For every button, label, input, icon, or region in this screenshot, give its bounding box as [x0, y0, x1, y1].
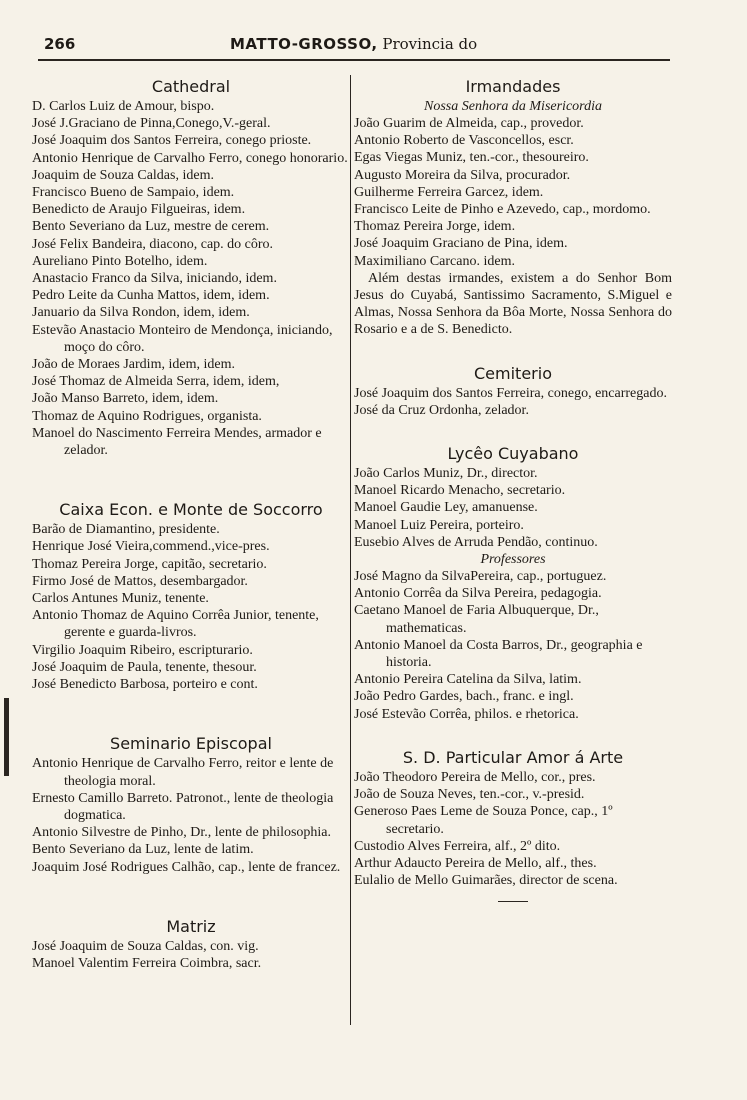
list-item: João Guarim de Almeida, cap., provedor. [354, 116, 584, 131]
list-item: Thomaz Pereira Jorge, capitão, secretario. [32, 556, 267, 572]
section-title: Caixa Econ. e Monte de Soccorro [59, 500, 323, 520]
list-item: José Estevão Corrêa, philos. e rhetorica. [354, 706, 579, 722]
section-lyceo [354, 443, 672, 723]
list-item: Antonio Thomaz de Aquino Corrêa Junior, tenente, gerente e guarda-livros. [32, 608, 319, 641]
list-item: Francisco Leite de Pinho e Azevedo, cap., mordomo. [354, 202, 651, 218]
section-title: Cathedral [151, 77, 231, 96]
list-item: Eulalio de Mello Guimarães, director de scena. [354, 873, 618, 889]
entry-list [32, 98, 350, 459]
list-item: Bento Severiano da Luz, mestre de cerem. [32, 219, 270, 235]
list-item: Thomaz Pereira Jorge, idem. [354, 219, 516, 235]
list-item: Joaquim José Rodrigues Calhão, cap., lente de francez. [32, 859, 341, 875]
list-item: José da Cruz Ordonha, zelador. [354, 402, 529, 418]
entry-list [354, 568, 672, 723]
section-matriz [32, 916, 350, 972]
section-title: S. D. Particular Amor á Arte [402, 747, 624, 767]
running-title-sub: Provincia do [382, 35, 478, 53]
list-item: Januario da Silva Rondon, idem, idem. [32, 305, 250, 321]
section-title: Cemiterio [474, 363, 552, 383]
entry-list [32, 938, 350, 972]
list-item: Francisco Bueno de Sampaio, idem. [32, 185, 235, 201]
list-item: Custodio Alves Ferreira, alf., 2º dito. [354, 838, 561, 854]
entry-list [354, 465, 672, 551]
list-item: João Pedro Gardes, bach., franc. e ingl. [354, 689, 574, 705]
list-item: José Joaquim de Paula, tenente, thesour. [32, 659, 257, 675]
running-title-main: MATTO-GROSSO, [230, 35, 378, 53]
header-rule [38, 59, 670, 61]
section-subtitle: Nossa Senhora da Misericordia [424, 99, 602, 114]
list-item: Antonio Manoel da Costa Barros, Dr., geographia e historia. [354, 637, 643, 671]
list-item: João de Moraes Jardim, idem, idem. [32, 357, 235, 373]
list-item: Maximiliano Carcano. idem. [354, 253, 515, 269]
entry-list [32, 521, 350, 693]
list-item: José Felix Bandeira, diacono, cap. do côro. [32, 236, 274, 252]
list-item: Generoso Paes Leme de Souza Ponce, cap., 1º secretario. [354, 804, 613, 837]
list-item: Anastacio Franco da Silva, iniciando, idem. [32, 271, 277, 287]
list-item: Antonio Henrique de Carvalho Ferro, reitor e lente de theologia moral. [32, 756, 334, 789]
list-item: Antonio Roberto de Vasconcellos, escr. [354, 133, 574, 149]
list-item: José J.Graciano de Pinna,Conego,V.-geral. [32, 116, 271, 132]
column-divider [350, 75, 351, 1025]
list-item: José Magno da SilvaPereira, cap., portuguez. [354, 569, 607, 585]
list-item: Joaquim de Souza Caldas, idem. [32, 167, 214, 183]
list-item: João Manso Barreto, idem, idem. [32, 391, 219, 407]
list-item: José Joaquim dos Santos Ferreira, conego prioste. [32, 133, 312, 149]
list-item: Henrique José Vieira,commend.,vice-pres. [32, 539, 270, 555]
section-cathedral [32, 76, 350, 459]
list-item: Aureliano Pinto Botelho, idem. [32, 253, 208, 269]
section-paragraph: Além destas irmandes, existem a do Senhor Bom Jesus do Cuyabá, Santissimo Sacramento, S.Miguel e Almas, Nossa Senhora da Bôa Morte, Nossa Senhora do Rosario e a de S. Benedicto. [354, 270, 672, 338]
list-item: Benedicto de Araujo Filgueiras, idem. [32, 202, 246, 218]
list-item: Antonio Henrique de Carvalho Ferro, conego honorario. [32, 150, 348, 166]
list-item: João Theodoro Pereira de Mello, cor., pres. [354, 769, 596, 785]
section-title: Irmandades [465, 77, 561, 96]
list-item: Estevão Anastacio Monteiro de Mendonça, iniciando, moço do côro. [32, 322, 333, 355]
end-rule [498, 901, 528, 902]
list-item: Pedro Leite da Cunha Mattos, idem, idem. [32, 288, 270, 304]
section-title: Seminario Episcopal [110, 734, 272, 754]
list-item: Barão de Diamantino, presidente. [32, 522, 220, 538]
entry-list [32, 755, 350, 875]
list-item: Thomaz de Aquino Rodrigues, organista. [32, 408, 262, 424]
list-item: Carlos Antunes Muniz, tenente. [32, 591, 209, 607]
entry-list [354, 115, 672, 270]
margin-mark [4, 698, 9, 776]
list-item: Eusebio Alves de Arruda Pendão, continuo. [354, 534, 598, 550]
list-item: Virgilio Joaquim Ribeiro, escripturario. [32, 642, 253, 658]
list-item: José Joaquim Graciano de Pina, idem. [354, 236, 568, 252]
list-item: Manoel Luiz Pereira, porteiro. [354, 517, 524, 533]
entry-list [354, 769, 672, 889]
section-caixa [32, 499, 350, 693]
list-item: João Carlos Muniz, Dr., director. [354, 466, 538, 482]
list-item: Manoel Gaudie Ley, amanuense. [354, 500, 538, 516]
section-title: Lycêo Cuyabano [447, 444, 579, 464]
section-title: Matriz [166, 916, 216, 936]
list-item: Antonio Silvestre de Pinho, Dr., lente de philosophia. [32, 825, 332, 841]
list-item: Antonio Pereira Catelina da Silva, latim. [354, 672, 582, 688]
list-item: Ernesto Camillo Barreto. Patronot., lente de theologia dogmatica. [32, 790, 334, 823]
right-column [354, 76, 672, 902]
list-item: João de Souza Neves, ten.-cor., v.-presid. [354, 787, 585, 803]
list-item: José Benedicto Barbosa, porteiro e cont. [32, 677, 258, 693]
list-item: Guilherme Ferreira Garcez, idem. [354, 184, 544, 200]
section-subtitle: Professores [480, 552, 546, 568]
left-column [32, 76, 350, 972]
section-cemiterio [354, 363, 672, 419]
entry-list [354, 385, 672, 419]
section-sociedade [354, 747, 672, 902]
list-item: Manoel Valentim Ferreira Coimbra, sacr. [32, 955, 262, 971]
list-item: Caetano Manoel de Faria Albuquerque, Dr., mathematicas. [354, 603, 599, 636]
page-header [44, 32, 684, 56]
section-irmandades [354, 76, 672, 339]
list-item: Manoel do Nascimento Ferreira Mendes, armador e zelador. [32, 425, 322, 459]
list-item: Firmo José de Mattos, desembargador. [32, 573, 248, 589]
list-item: Bento Severiano da Luz, lente de latim. [32, 842, 254, 858]
list-item: José Thomaz de Almeida Serra, idem, idem, [32, 374, 280, 390]
list-item: Arthur Adaucto Pereira de Mello, alf., thes. [354, 855, 597, 871]
list-item: Augusto Moreira da Silva, procurador. [354, 167, 571, 183]
list-item: José Joaquim de Souza Caldas, con. vig. [32, 938, 259, 954]
list-item: D. Carlos Luiz de Amour, bispo. [32, 99, 215, 114]
page-number: 266 [44, 35, 76, 53]
section-seminario [32, 733, 350, 875]
list-item: José Joaquim dos Santos Ferreira, conego, encarregado. [354, 385, 667, 401]
list-item: Egas Viegas Muniz, ten.-cor., thesoureiro. [354, 150, 589, 166]
list-item: Antonio Corrêa da Silva Pereira, pedagogia. [354, 586, 602, 602]
list-item: Manoel Ricardo Menacho, secretario. [354, 483, 566, 499]
running-title [230, 32, 477, 56]
